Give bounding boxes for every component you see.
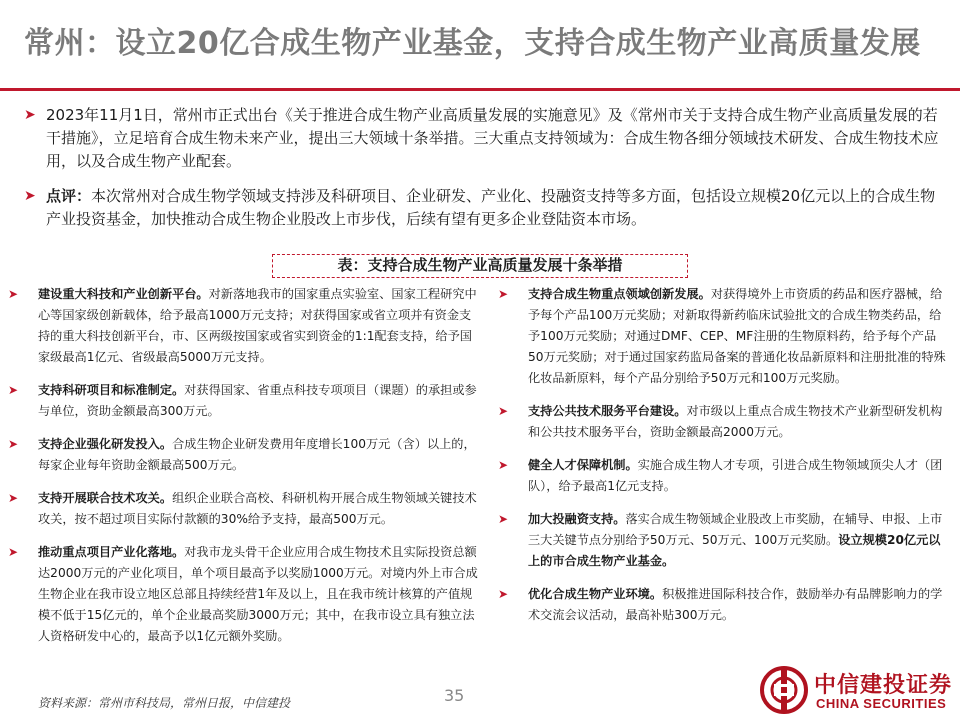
measure-item (498, 584, 948, 626)
arrow-bullet-icon: ➤ (8, 545, 19, 559)
measure-heading: 加大投融资支持。 (528, 512, 626, 526)
measure-heading: 支持开展联合技术攻关。 (38, 491, 173, 505)
measure-text: 组织企业联合高校、科研机构开展合成生物领域关键技术攻关，按不超过项目实际付款额的30%给予支持，最高500万元。 (38, 491, 477, 526)
arrow-bullet-icon: ➤ (8, 437, 19, 451)
arrow-bullet-icon: ➤ (24, 188, 36, 204)
logo-chinese-name: 中信建投证券 (814, 672, 953, 698)
table-title: 表：支持合成生物产业高质量发展十条举措 (272, 254, 688, 278)
measure-item (498, 284, 948, 389)
measure-text: 对新落地我市的国家重点实验室、国家工程研究中心等国家级创新载体，给予最高1000万元支持；对获得国家或省立项并有资金支持的重大科技创新平台，市、区两级按国家或省实到资金的1:1配套支持，给予国家级最高1亿元、省级最高5000万元支持。 (38, 287, 477, 364)
arrow-bullet-icon: ➤ (8, 491, 19, 505)
measures-left-column (8, 284, 482, 659)
arrow-bullet-icon: ➤ (498, 404, 509, 418)
measure-heading: 支持科研项目和标准制定。 (38, 383, 185, 397)
measure-heading: 支持合成生物重点领域创新发展。 (528, 287, 711, 301)
measure-heading: 建设重大科技和产业创新平台。 (38, 287, 209, 301)
measure-heading: 优化合成生物产业环境。 (528, 587, 663, 601)
measure-item (8, 380, 482, 422)
measures-right-column (498, 284, 948, 638)
logo-english-name: CHINA SECURITIES (816, 696, 947, 711)
measure-heading: 健全人才保障机制。 (528, 458, 638, 472)
measure-item (498, 509, 948, 572)
intro-section (24, 104, 944, 243)
measure-text: 实施合成生物人才专项，引进合成生物领域顶尖人才（团队），给予最高1亿元支持。 (528, 458, 943, 493)
arrow-bullet-icon: ➤ (8, 383, 19, 397)
measure-item (8, 488, 482, 530)
arrow-bullet-icon: ➤ (24, 107, 36, 123)
arrow-bullet-icon: ➤ (498, 458, 509, 472)
measure-heading: 支持企业强化研发投入。 (38, 437, 173, 451)
measure-text: 对获得国家、省重点科技专项项目（课题）的承担或参与单位，资助金额最高300万元。 (38, 383, 477, 418)
measure-item (498, 455, 948, 497)
page-title: 常州：设立20亿合成生物产业基金，支持合成生物产业高质量发展 (24, 26, 921, 61)
measure-text: 落实合成生物领域企业股改上市奖励，在辅导、申报、上市三大关键节点分别给予50万元、50万元、100万元奖励。 (528, 512, 943, 547)
measure-emphasis: 设立规模20亿元以上的市合成生物产业基金。 (528, 533, 941, 568)
arrow-bullet-icon: ➤ (8, 287, 19, 301)
measure-heading: 推动重点项目产业化落地。 (38, 545, 185, 559)
source-note: 资料来源：常州市科技局，常州日报，中信建投 (38, 696, 291, 710)
measure-text: 合成生物企业研发费用年度增长100万元（含）以上的，每家企业每年资助金额最高500万元。 (38, 437, 476, 472)
page-number: 35 (444, 686, 465, 705)
measure-text: 对市级以上重点合成生物技术产业新型研发机构和公共技术服务平台，资助金额最高2000万元。 (528, 404, 943, 439)
china-securities-logo-icon (760, 666, 808, 714)
company-logo (760, 666, 956, 716)
intro-paragraph (24, 104, 944, 173)
measure-item (8, 542, 482, 647)
measure-heading: 支持公共技术服务平台建设。 (528, 404, 687, 418)
arrow-bullet-icon: ➤ (498, 512, 509, 526)
intro-paragraph (24, 185, 944, 231)
arrow-bullet-icon: ➤ (498, 287, 509, 301)
arrow-bullet-icon: ➤ (498, 587, 509, 601)
measure-item (8, 434, 482, 476)
measure-text: 对我市龙头骨干企业应用合成生物技术且实际投资总额达2000万元的产业化项目，单个项目最高予以奖励1000万元。对境内外上市合成生物企业在我市设立地区总部且持续经营1年及以上，且在我市统计核算的产值规模不低于15亿元的，单个企业最高奖励3000万元；其中，在我市设立具有独立法人资格研发中心的，最高予以1亿元额外奖励。 (38, 545, 478, 643)
comment-lead: 点评： (46, 187, 92, 205)
intro-text: 本次常州对合成生物学领域支持涉及科研项目、企业研发、产业化、投融资支持等多方面，包括设立规模20亿元以上的合成生物产业投资基金，加快推动合成生物企业股改上市步伐，后续有望有更多企业登陆资本市场。 (46, 187, 936, 228)
title-divider (0, 88, 960, 91)
measure-item (498, 401, 948, 443)
measure-text: 积极推进国际科技合作，鼓励举办有品牌影响力的学术交流会议活动，最高补贴300万元。 (528, 587, 943, 622)
measure-item (8, 284, 482, 368)
measure-text: 对获得境外上市资质的药品和医疗器械，给予每个产品100万元奖励；对新取得新药临床试验批文的合成生物类药品，给予100万元奖励；对通过DMF、CEP、MF注册的生物原料药，给予每个产品50万元奖励；对于通过国家药监局备案的普通化妆品新原料和注册批准的特殊化妆品新原料，每个产品分别给予50万元和100万元奖励。 (528, 287, 946, 385)
intro-text: 2023年11月1日，常州市正式出台《关于推进合成生物产业高质量发展的实施意见》及《常州市关于支持合成生物产业高质量发展的若干措施》，立足培育合成生物未来产业，提出三大领域十条举措。三大重点支持领域为：合成生物各细分领域技术研发、合成生物技术应用，以及合成生物产业配套。 (46, 106, 939, 170)
